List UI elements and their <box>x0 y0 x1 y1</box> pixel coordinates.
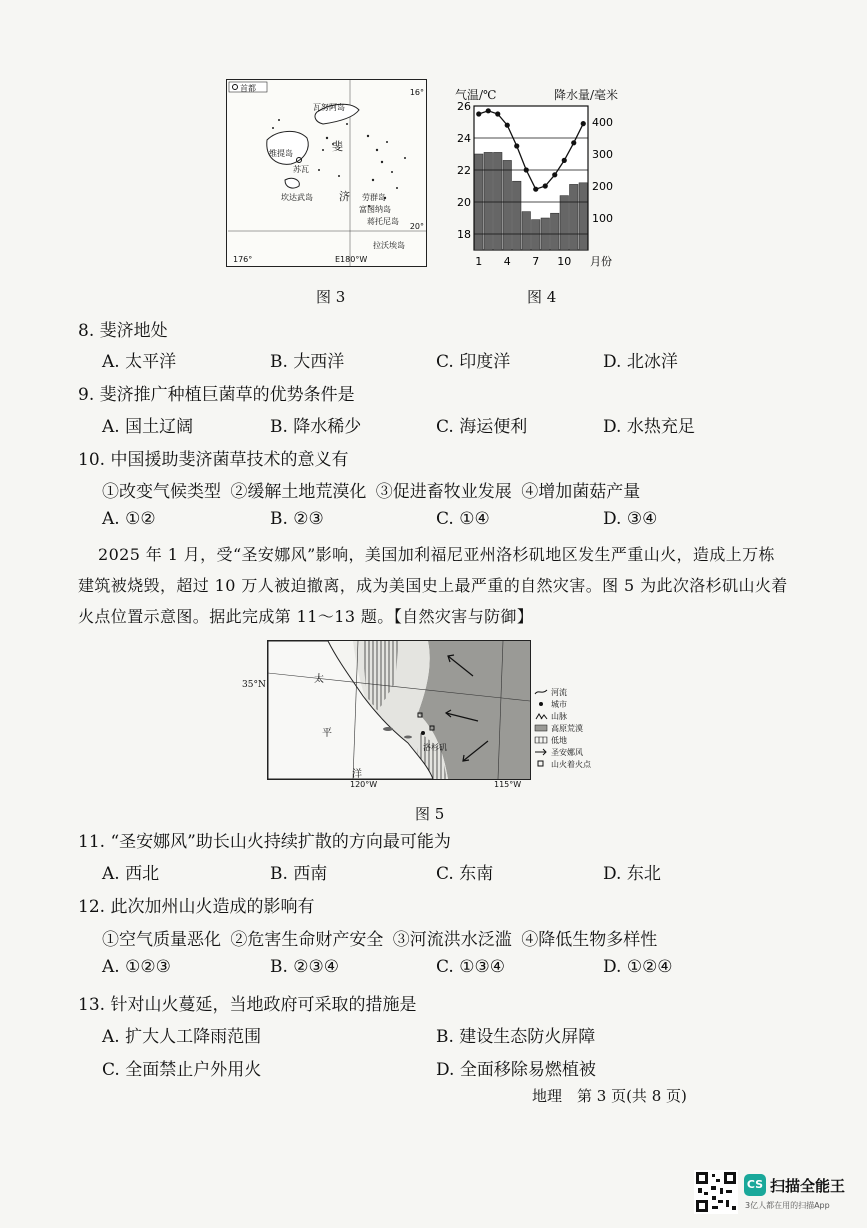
qr-code-icon <box>694 1170 738 1214</box>
q10-items: ①改变气候类型 ②缓解土地荒漠化 ③促进畜牧业发展 ④增加菌菇产量 <box>102 482 641 502</box>
fig5-lon2: 115°W <box>494 780 522 789</box>
precip-bar-2 <box>484 152 493 250</box>
mountain-legend-icon <box>534 712 548 720</box>
q13-option-d[interactable]: D. 全面移除易燃植被 <box>436 1060 596 1080</box>
fig5-legend <box>534 686 602 770</box>
q8-option-d[interactable]: D. 北冰洋 <box>603 352 678 372</box>
watermark-tagline: 3亿人都在用的扫描App <box>745 1201 830 1210</box>
fig5-ocean-label-1: 太 <box>314 674 324 685</box>
figure-4-climate-chart <box>452 82 624 272</box>
watermark-brand: 扫描全能王 <box>770 1177 846 1195</box>
city-icon <box>421 731 425 735</box>
q9-option-c[interactable]: C. 海运便利 <box>436 417 528 437</box>
plateau-legend-icon <box>534 724 548 732</box>
temperature-point-5 <box>514 143 519 148</box>
temp-axis-title: 气温/℃ <box>455 88 497 102</box>
q13-stem: 13. 针对山火蔓延，当地政府可采取的措施是 <box>78 995 417 1015</box>
fig3-label-island3: 坎达武岛 <box>281 193 313 202</box>
temperature-point-2 <box>486 108 491 113</box>
passage-line-3: 火点位置示意图。据此完成第 11～13 题。【自然灾害与防御】 <box>78 607 534 626</box>
fig3-label-group4: 拉沃埃岛 <box>373 241 405 250</box>
q9-option-d[interactable]: D. 水热充足 <box>603 417 695 437</box>
precip-tick-label-0: 400 <box>592 116 613 129</box>
q13-option-c[interactable]: C. 全面禁止户外用火 <box>102 1060 262 1080</box>
q11-option-b[interactable]: B. 西南 <box>270 864 328 884</box>
fig3-label-country2: 济 <box>339 190 350 203</box>
q9-stem: 9. 斐济推广种植巨菌草的优势条件是 <box>78 385 355 405</box>
precip-tick-label-3: 100 <box>592 212 613 225</box>
precip-axis-title: 降水量/毫米 <box>554 88 619 102</box>
fig5-map-drawing <box>268 641 530 779</box>
river-legend-icon <box>534 688 548 696</box>
q8-option-a[interactable]: A. 太平洋 <box>102 352 177 372</box>
q12-items: ①空气质量恶化 ②危害生命财产安全 ③河流洪水泛滥 ④降低生物多样性 <box>102 930 658 950</box>
wind-legend-icon <box>534 748 548 756</box>
legend-city: 城市 <box>551 699 567 709</box>
precip-bar-9 <box>551 213 560 250</box>
q12-option-d[interactable]: D. ①②④ <box>603 957 673 977</box>
legend-fire: 山火着火点 <box>551 759 591 769</box>
q11-stem: 11. “圣安娜风”助长山火持续扩散的方向最可能为 <box>78 832 451 852</box>
month-tick-label-3: 10 <box>557 255 572 268</box>
fig5-map-frame <box>267 640 531 780</box>
legend-river: 河流 <box>551 687 567 697</box>
temperature-point-12 <box>581 121 586 126</box>
fig5-ocean-label-2: 平 <box>322 728 332 739</box>
fig3-label-capital: 苏瓦 <box>293 165 309 174</box>
figure-5-map <box>242 640 602 790</box>
qr-code <box>694 1170 738 1214</box>
precip-bar-6 <box>522 212 531 250</box>
fig5-ocean-label-3: 洋 <box>352 769 362 780</box>
q9-option-b[interactable]: B. 降水稀少 <box>270 417 362 437</box>
fig3-legend-text: 首都 <box>240 84 256 93</box>
q8-option-b[interactable]: B. 大西洋 <box>270 352 345 372</box>
q10-option-b[interactable]: B. ②③ <box>270 509 324 529</box>
temperature-point-4 <box>505 123 510 128</box>
fig3-label-country: 斐 <box>332 140 343 153</box>
temperature-point-10 <box>562 158 567 163</box>
temp-tick-label-2: 22 <box>457 164 471 177</box>
climate-chart-svg <box>452 82 624 272</box>
q12-option-c[interactable]: C. ①③④ <box>436 957 505 977</box>
fig3-lat-bottom: 20° <box>409 222 424 231</box>
fig3-label-group1: 劳群岛 <box>362 193 386 202</box>
q11-option-d[interactable]: D. 东北 <box>603 864 661 884</box>
fig3-label-group2: 富图纳岛 <box>359 205 391 214</box>
temp-tick-label-3: 20 <box>457 196 471 209</box>
figure-3-caption: 图 3 <box>316 288 346 306</box>
precip-bar-5 <box>513 181 522 250</box>
figure-4-caption: 图 4 <box>527 288 557 306</box>
temperature-point-11 <box>571 140 576 145</box>
temp-tick-label-0: 26 <box>457 100 471 113</box>
fig5-lat: 35°N <box>242 680 266 690</box>
q11-option-c[interactable]: C. 东南 <box>436 864 494 884</box>
legend-lowland: 低地 <box>551 735 567 745</box>
figure-3-map <box>226 79 427 267</box>
precip-bar-11 <box>570 184 579 250</box>
month-tick-label-1: 4 <box>503 255 511 268</box>
temp-tick-label-1: 24 <box>457 132 471 145</box>
fig3-label-island2: 瓦努阿岛 <box>313 103 345 112</box>
q12-option-a[interactable]: A. ①②③ <box>102 957 171 977</box>
q13-option-a[interactable]: A. 扩大人工降雨范围 <box>102 1027 262 1047</box>
q13-option-b[interactable]: B. 建设生态防火屏障 <box>436 1027 596 1047</box>
q10-stem: 10. 中国援助斐济菌草技术的意义有 <box>78 450 349 470</box>
temperature-point-1 <box>476 111 481 116</box>
passage-line-2: 建筑被烧毁，超过 10 万人被迫撤离，成为美国史上最严重的自然灾害。图 5 为此次洛杉矶山火着 <box>78 576 788 595</box>
month-tick-label-2: 7 <box>532 255 540 268</box>
camscanner-logo-icon: CS <box>744 1174 766 1196</box>
precip-tick-label-1: 300 <box>592 148 613 161</box>
kadavu-island <box>285 178 299 188</box>
legend-wind: 圣安娜风 <box>551 747 583 757</box>
q8-option-c[interactable]: C. 印度洋 <box>436 352 511 372</box>
x-unit-label: 月份 <box>590 255 612 268</box>
fig3-lat-top: 16° <box>409 88 424 97</box>
legend-plateau: 高原荒漠 <box>551 723 583 733</box>
temp-tick-label-4: 18 <box>457 228 471 241</box>
fig5-city-label: 洛杉矶 <box>423 743 447 752</box>
fig3-label-island1: 维提岛 <box>269 149 293 158</box>
fig5-lon1: 120°W <box>350 780 378 789</box>
temperature-point-7 <box>533 187 538 192</box>
fig3-label-group3: 蒋托尼岛 <box>367 217 399 226</box>
city-legend-icon <box>534 700 548 708</box>
temperature-point-6 <box>524 167 529 172</box>
temperature-point-3 <box>495 111 500 116</box>
temperature-point-8 <box>543 183 548 188</box>
precip-bar-4 <box>503 160 512 250</box>
precip-tick-label-2: 200 <box>592 180 613 193</box>
precip-bar-3 <box>494 152 503 250</box>
precip-bar-12 <box>579 183 588 250</box>
temperature-point-9 <box>552 172 557 177</box>
figure-5-caption: 图 5 <box>415 805 445 823</box>
fig3-lon-center: E180°W <box>335 255 368 264</box>
q9-option-a[interactable]: A. 国土辽阔 <box>102 417 194 437</box>
q10-option-c[interactable]: C. ①④ <box>436 509 490 529</box>
q11-option-a[interactable]: A. 西北 <box>102 864 160 884</box>
q10-option-a[interactable]: A. ①② <box>102 509 156 529</box>
month-tick-label-0: 1 <box>475 255 483 268</box>
fig3-lon-left: 176° <box>233 255 253 264</box>
q10-option-d[interactable]: D. ③④ <box>603 509 658 529</box>
q12-stem: 12. 此次加州山火造成的影响有 <box>78 897 315 917</box>
legend-mountain: 山脉 <box>551 711 567 721</box>
fire-legend-icon <box>534 760 548 768</box>
q12-option-b[interactable]: B. ②③④ <box>270 957 340 977</box>
passage-line-1: 2025 年 1 月，受“圣安娜风”影响，美国加利福尼亚州洛杉矶地区发生严重山火，造成上万栋 <box>98 545 775 564</box>
precip-bar-7 <box>532 220 541 250</box>
lowland-legend-icon <box>534 736 548 744</box>
page-footer: 地理 第 3 页(共 8 页) <box>532 1087 687 1105</box>
precip-bar-10 <box>560 196 569 250</box>
q8-stem: 8. 斐济地处 <box>78 321 168 341</box>
